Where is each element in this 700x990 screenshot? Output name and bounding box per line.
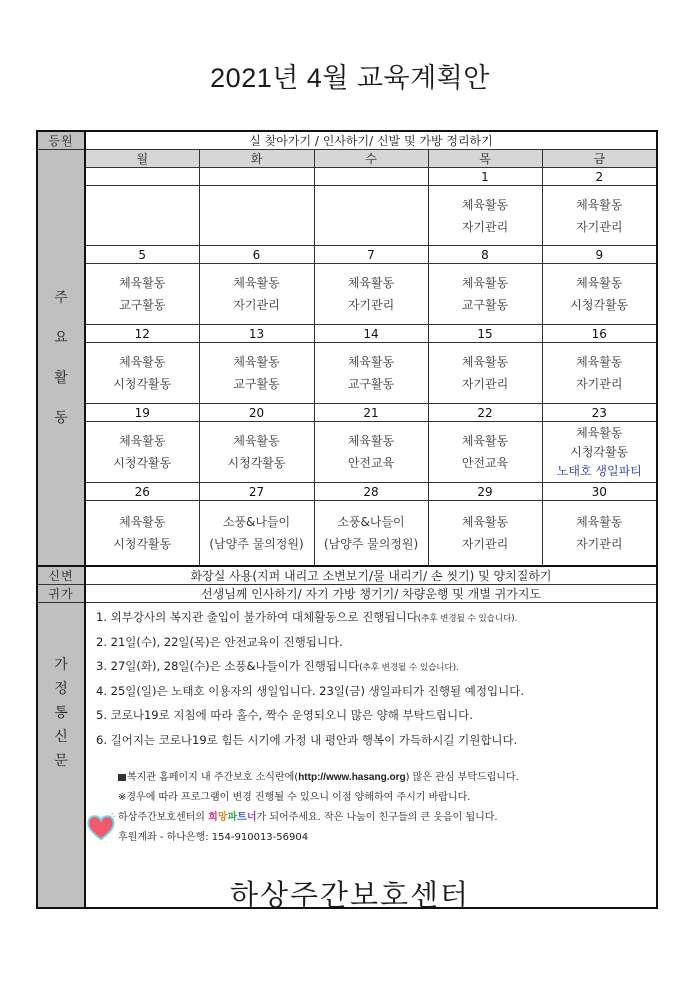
activity-cell (199, 186, 314, 246)
activity-line: 시청각활동 (570, 444, 629, 459)
date-cell: 16 (542, 325, 657, 343)
week-2-activities (37, 264, 657, 325)
arrival-row (37, 131, 657, 150)
newsletter-char-1: 가 (54, 657, 68, 673)
activity-line: 안전교육 (461, 456, 509, 470)
activity-line: (남양주 물의정원) (323, 537, 419, 551)
newsletter-item-3 (96, 654, 648, 679)
activity-line: 시청각활동 (570, 298, 629, 312)
date-cell: 15 (428, 325, 542, 343)
activity-line: 시청각활동 (113, 537, 172, 551)
activity-line: 체육활동 (461, 434, 509, 448)
newsletter-item-text: 2. 21일(수), 22일(목)은 안전교육이 진행됩니다. (96, 634, 343, 649)
activity-cell (199, 343, 314, 404)
newsletter-char-3: 통 (54, 705, 68, 721)
newsletter-item-5 (96, 703, 648, 728)
partner-word-char: 희 (208, 812, 218, 823)
heart-icon (86, 812, 116, 842)
date-cell: 9 (542, 246, 657, 264)
main-activities-char-4: 동 (54, 409, 68, 426)
activity-line: 자기관리 (347, 298, 395, 312)
activity-cell (428, 343, 542, 404)
activity-line: 시청각활동 (113, 456, 172, 470)
activity-cell (85, 186, 199, 246)
partner-word-char: 파 (227, 812, 238, 823)
newsletter-item-text: 3. 27일(화), 28일(수)은 소풍&나들이가 진행됩니다 (96, 659, 360, 673)
activity-line: 시청각활동 (113, 377, 172, 391)
activity-cell (428, 264, 542, 325)
partner-word-char: 망 (217, 812, 228, 823)
activity-line: 체육활동 (233, 355, 280, 369)
date-cell: 28 (314, 483, 428, 501)
main-activities-label (37, 150, 85, 567)
activity-line: 자기관리 (233, 298, 280, 312)
homepage-suffix: ) 많은 관심 부탁드립니다. (405, 772, 519, 783)
date-cell (199, 168, 314, 186)
partner-note (118, 808, 648, 828)
date-cell: 6 (199, 246, 314, 264)
newsletter-item-text: 1. 외부강사의 복지관 출입이 불가하여 대체활동으로 진행됩니다 (96, 610, 418, 624)
activity-line: 체육활동 (119, 355, 166, 369)
activity-line: 체육활동 (233, 276, 280, 290)
toilet-content: 화장실 사용(지퍼 내리고 소변보기/물 내리기/ 손 씻기) 및 양치질하기 (85, 566, 657, 585)
document-title: 2021년 4월 교육계획안 (210, 63, 490, 93)
date-cell: 29 (428, 483, 542, 501)
activity-cell (428, 422, 542, 483)
activity-line: 교구활동 (461, 298, 509, 312)
date-cell (85, 168, 199, 186)
activity-line: (남양주 물의정원) (209, 537, 304, 551)
date-cell: 7 (314, 246, 428, 264)
main-activities-char-2: 요 (54, 329, 68, 346)
partner-word-char: 너 (246, 812, 257, 823)
date-cell: 14 (314, 325, 428, 343)
date-cell: 1 (428, 168, 542, 186)
activity-line: 체육활동 (119, 434, 166, 448)
activity-line: 체육활동 (347, 355, 395, 369)
activity-cell (428, 501, 542, 567)
activity-line: 체육활동 (119, 276, 166, 290)
homepage-link[interactable]: http://www.hasang.org (298, 772, 406, 783)
activity-cell (85, 501, 199, 567)
weekday-wed: 수 (314, 150, 428, 168)
date-cell: 30 (542, 483, 657, 501)
homepage-note (118, 768, 648, 788)
activity-cell (314, 501, 428, 567)
partner-suffix: 가 되어주세요. 작은 나눔이 친구들의 큰 웃음이 됩니다. (256, 812, 498, 823)
weekday-thu: 목 (428, 150, 542, 168)
newsletter-char-5: 문 (54, 753, 68, 769)
date-cell: 20 (199, 404, 314, 422)
main-activities-char-3: 활 (54, 369, 68, 386)
activity-cell (199, 422, 314, 483)
toilet-label: 신변 (37, 566, 85, 585)
partner-word-char: 트 (237, 812, 247, 823)
activity-line: 체육활동 (119, 515, 166, 529)
weekday-fri: 금 (542, 150, 657, 168)
date-cell: 19 (85, 404, 199, 422)
newsletter-item-note: (추후 변경될 수 있습니다). (417, 614, 518, 624)
activity-cell (542, 186, 657, 246)
activity-line: 자기관리 (461, 219, 509, 234)
education-plan-table (36, 130, 658, 909)
activity-line: 체육활동 (576, 425, 623, 440)
birthday-party-line: 노태호 생일파티 (556, 463, 642, 478)
weekday-header-row (37, 150, 657, 168)
weekday-tue: 화 (199, 150, 314, 168)
date-cell: 8 (428, 246, 542, 264)
activity-cell (314, 186, 428, 246)
activity-line: 체육활동 (576, 197, 623, 212)
departure-row (37, 585, 657, 603)
activity-line: 체육활동 (461, 197, 509, 212)
activity-line: 교구활동 (119, 298, 166, 312)
date-cell: 13 (199, 325, 314, 343)
activity-line: 체육활동 (461, 515, 509, 529)
date-cell: 2 (542, 168, 657, 186)
activity-line: 안전교육 (347, 456, 395, 470)
activity-cell (85, 264, 199, 325)
activity-line: 체육활동 (347, 276, 395, 290)
date-cell: 26 (85, 483, 199, 501)
organization-name: 하상주간보호센터 (229, 878, 471, 912)
newsletter-item-note: (추후 변경될 수 있습니다). (359, 663, 459, 673)
homepage-prefix: 복지관 홈페이지 내 주간보호 소식란에( (127, 772, 299, 783)
departure-label: 귀가 (37, 585, 85, 603)
activity-cell (314, 422, 428, 483)
arrival-content: 실 찾아가기 / 인사하기/ 신발 및 가방 정리하기 (85, 131, 657, 150)
main-activities-char-1: 주 (54, 289, 68, 306)
change-notice: ※경우에 따라 프로그램이 변경 진행될 수 있으니 이점 양해하여 주시기 바랍니다. (118, 792, 471, 803)
week-1-activities (37, 186, 657, 246)
activity-line: 체육활동 (347, 434, 395, 448)
activity-line: 소풍&나들이 (337, 515, 405, 529)
date-cell: 5 (85, 246, 199, 264)
activity-line: 자기관리 (576, 377, 623, 391)
activity-cell (85, 422, 199, 483)
week-4-activities (37, 422, 657, 483)
activity-line: 체육활동 (576, 355, 623, 369)
newsletter-item-2 (96, 630, 648, 655)
activity-cell (85, 343, 199, 404)
donation-account: 후원계좌 - 하나은행: 154-910013-56904 (118, 832, 309, 843)
activity-cell (199, 264, 314, 325)
newsletter-char-4: 신 (54, 729, 68, 745)
activity-line: 시청각활동 (227, 456, 286, 470)
week-3-activities (37, 343, 657, 404)
activity-line: 체육활동 (233, 434, 280, 448)
newsletter-item-text: 4. 25일(일)은 노태호 이용자의 생일입니다. 23일(금) 생일파티가 진행될 예정입니다. (96, 683, 525, 698)
activity-line: 체육활동 (461, 276, 509, 290)
activity-cell (542, 343, 657, 404)
date-cell: 12 (85, 325, 199, 343)
activity-cell (542, 501, 657, 567)
activity-line: 자기관리 (576, 537, 623, 551)
newsletter-item-4 (96, 679, 648, 704)
newsletter-row (37, 603, 657, 909)
monitor-icon (118, 774, 126, 781)
date-cell (314, 168, 428, 186)
activity-cell (314, 264, 428, 325)
activity-cell (542, 422, 657, 483)
newsletter-label (37, 603, 85, 909)
date-cell: 22 (428, 404, 542, 422)
arrival-label: 등원 (37, 131, 85, 150)
week-1-dates (37, 168, 657, 186)
newsletter-char-2: 정 (54, 681, 68, 697)
activity-line: 자기관리 (461, 377, 509, 391)
activity-line: 소풍&나들이 (222, 515, 291, 529)
newsletter-notes (96, 768, 648, 848)
activity-cell (199, 501, 314, 567)
activity-line: 교구활동 (233, 377, 280, 391)
week-5-dates (37, 483, 657, 501)
week-3-dates (37, 325, 657, 343)
activity-line: 자기관리 (576, 219, 623, 234)
week-4-dates (37, 404, 657, 422)
activity-cell (542, 264, 657, 325)
activity-line: 교구활동 (347, 377, 395, 391)
activity-line: 체육활동 (576, 276, 623, 290)
activity-line: 체육활동 (576, 515, 623, 529)
date-cell: 27 (199, 483, 314, 501)
activity-line: 자기관리 (461, 537, 509, 551)
departure-content: 선생님께 인사하기/ 자기 가방 챙기기/ 차량운행 및 개별 귀가지도 (85, 585, 657, 603)
newsletter-item-text: 6. 길어지는 코로나19로 힘든 시기에 가정 내 평안과 행복이 가득하시길 기원합니다. (96, 732, 518, 747)
date-cell: 23 (542, 404, 657, 422)
activity-cell (314, 343, 428, 404)
week-5-activities (37, 501, 657, 567)
activity-line: 체육활동 (461, 355, 509, 369)
week-2-dates (37, 246, 657, 264)
newsletter-item-text: 5. 코로나19로 지침에 따라 홀수, 짝수 운영되오니 많은 양해 부탁드립니다. (96, 708, 473, 722)
newsletter-content (85, 603, 657, 909)
date-cell: 21 (314, 404, 428, 422)
partner-prefix: 하상주간보호센터의 (118, 812, 209, 823)
newsletter-item-6 (96, 728, 648, 753)
activity-cell (428, 186, 542, 246)
newsletter-item-1 (96, 605, 648, 630)
weekday-mon: 월 (85, 150, 199, 168)
toilet-row (37, 566, 657, 585)
